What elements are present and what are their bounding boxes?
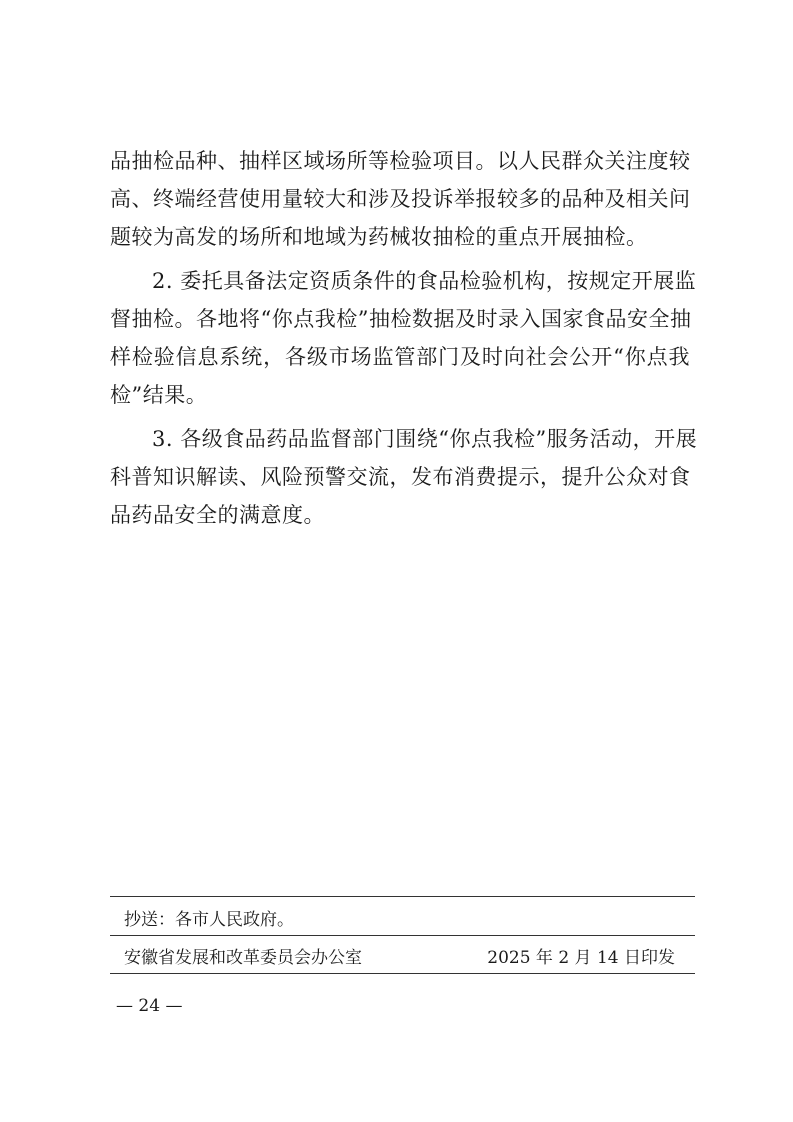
text-line: 科普知识解读、风险预警交流，发布消费提示，提升公众对食 <box>110 465 691 489</box>
text-line: 高、终端经营使用量较大和涉及投诉举报较多的品种及相关问 <box>110 187 691 211</box>
paragraph-2 <box>110 262 697 414</box>
text-line: 品药品安全的满意度。 <box>110 503 325 527</box>
body-text <box>110 142 698 540</box>
text-line: 样检验信息系统，各级市场监管部门及时向社会公开“你点我 <box>110 345 690 369</box>
issue-date: 2025 年 2 月 14 日印发 <box>487 948 675 968</box>
footer-bottom-rule <box>110 973 695 974</box>
text-line: 检”结果。 <box>110 383 208 407</box>
text-line: 督抽检。各地将“你点我检”抽检数据及时录入国家食品安全抽 <box>110 307 692 331</box>
text-line: 品抽检品种、抽样区域场所等检验项目。以人民群众关注度较 <box>110 149 691 173</box>
cc-line: 抄送：各市人民政府。 <box>124 910 294 930</box>
issuer: 安徽省发展和改革委员会办公室 <box>124 948 362 968</box>
text-line: 2. 委托具备法定资质条件的食品检验机构，按规定开展监 <box>152 269 697 293</box>
page-number: — 24 — <box>116 996 183 1016</box>
paragraph-1 <box>110 142 690 256</box>
text-line: 题较为高发的场所和地域为药械妆抽检的重点开展抽检。 <box>110 225 648 249</box>
text-line: 3. 各级食品药品监督部门围绕“你点我检”服务活动，开展 <box>152 427 698 451</box>
footer-middle-rule <box>110 935 695 936</box>
footer-top-rule <box>110 896 695 897</box>
paragraph-3 <box>110 420 698 534</box>
